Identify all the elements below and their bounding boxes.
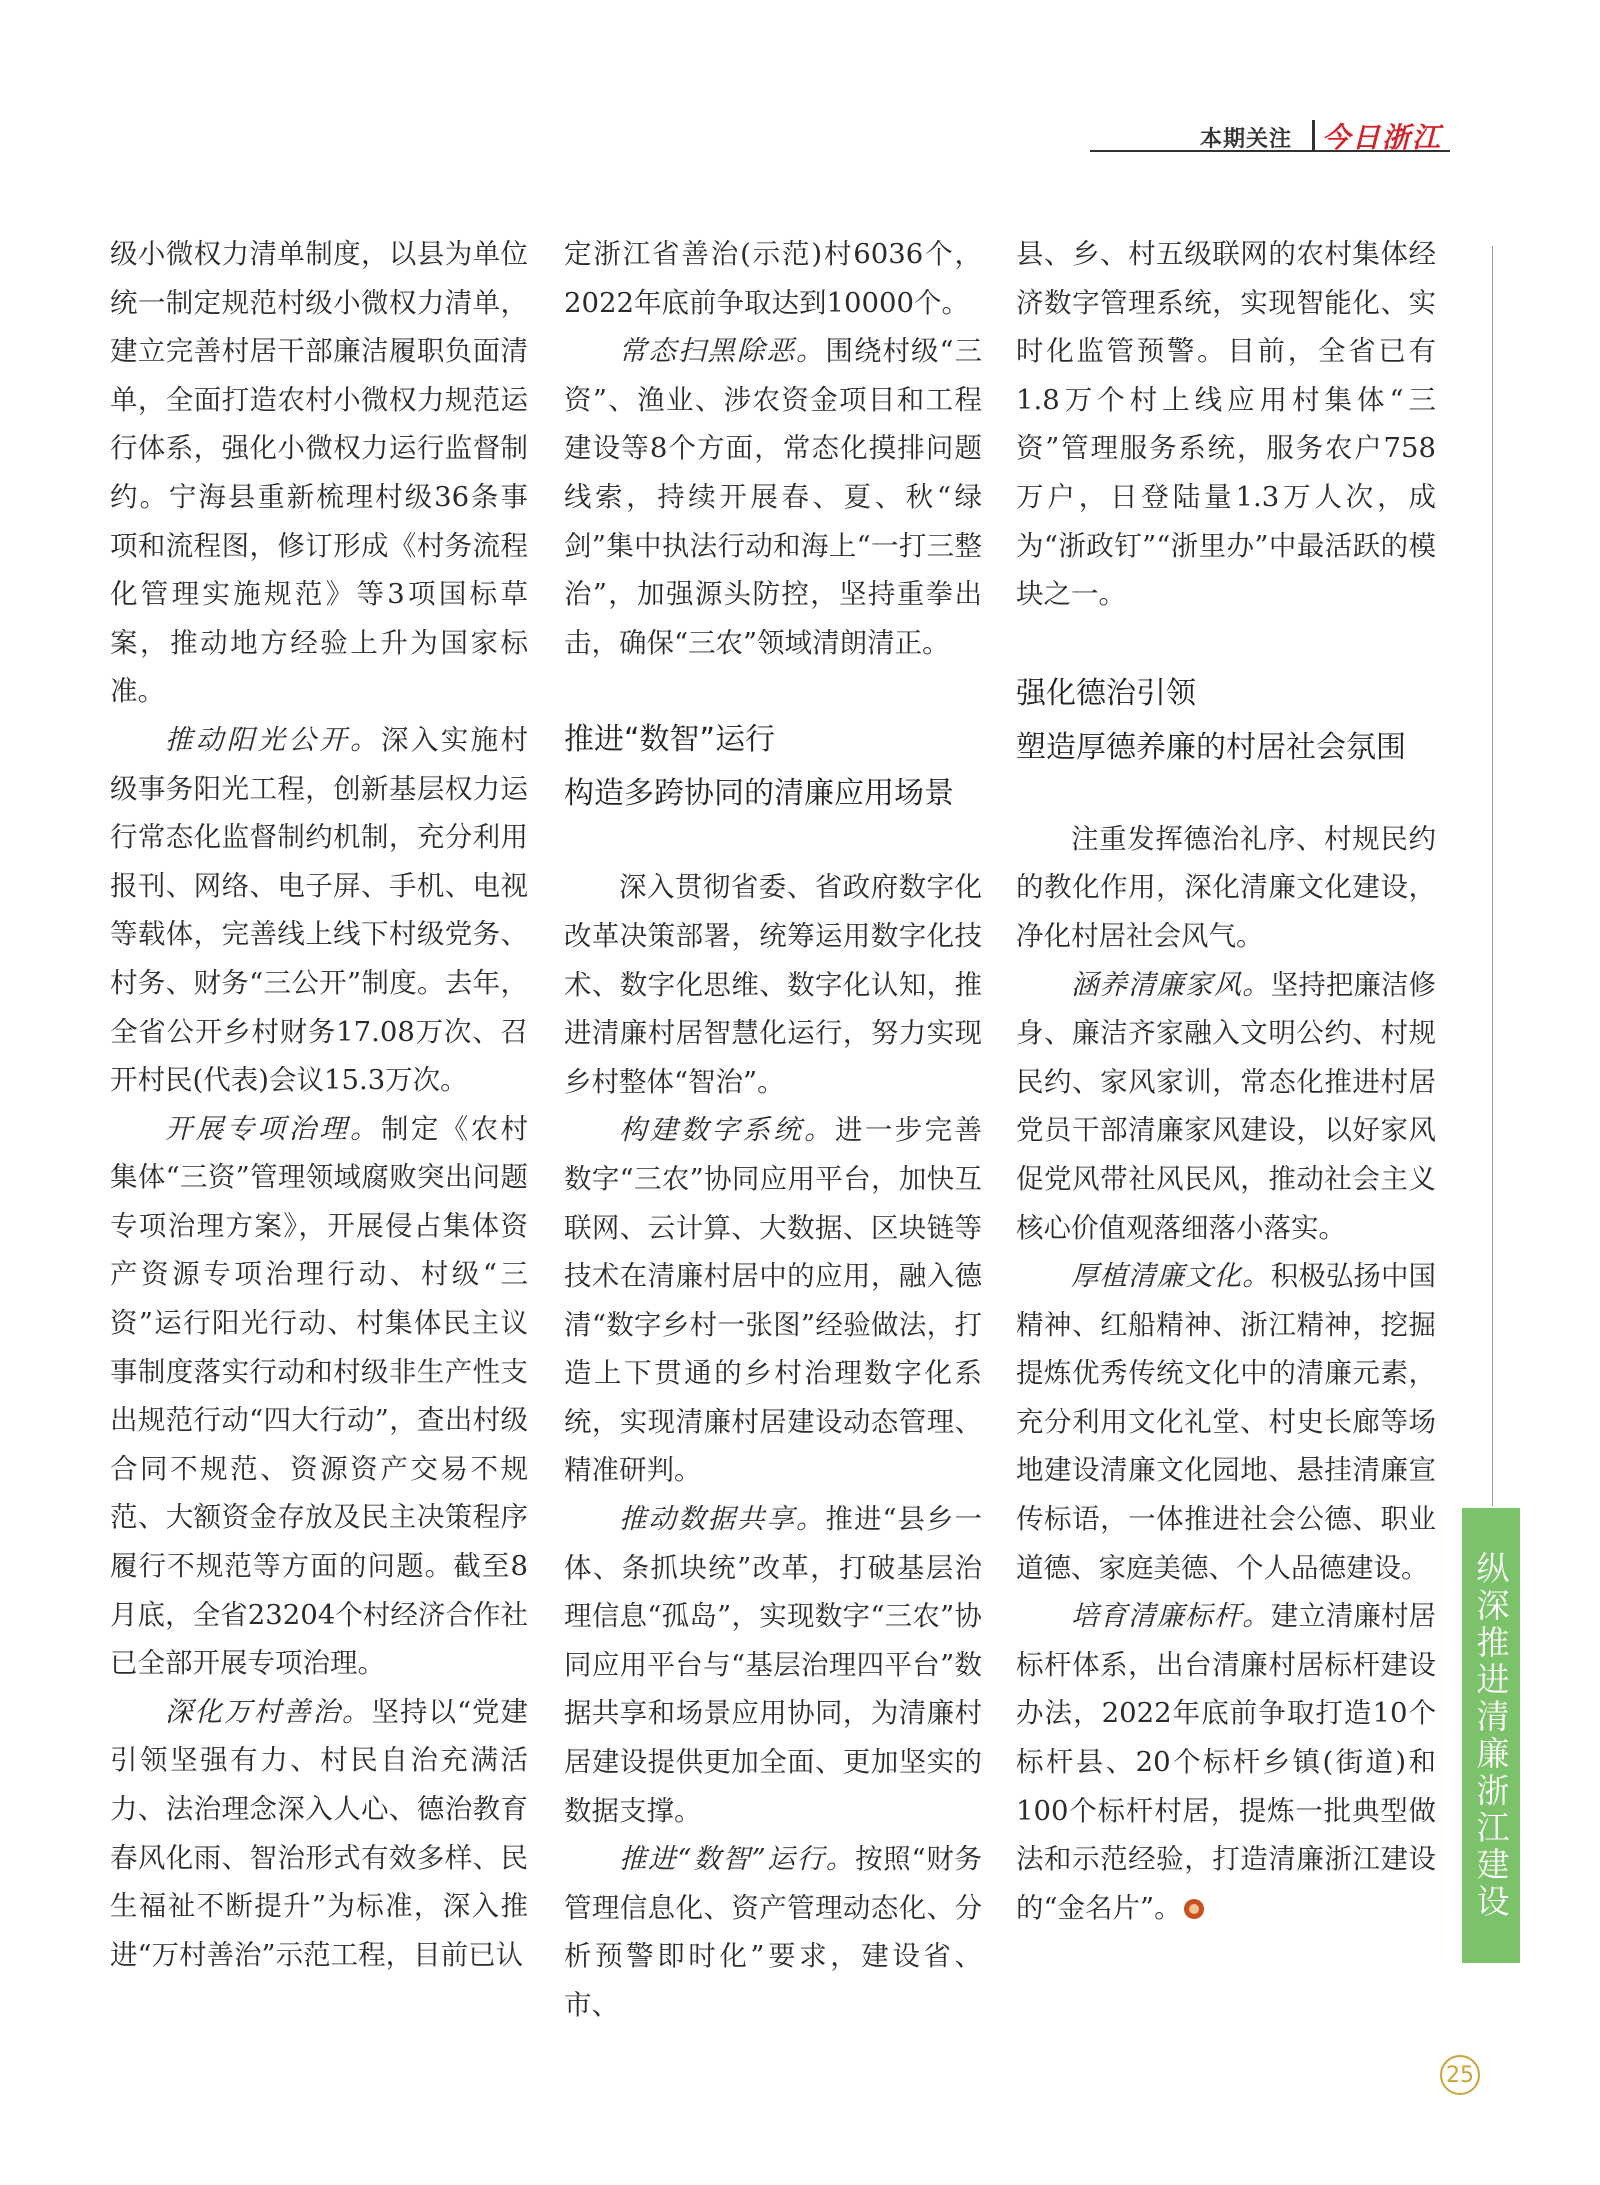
end-mark-icon	[1184, 1899, 1204, 1919]
paragraph	[564, 1495, 982, 1835]
paragraph-body: 坚持以“党建引领坚强有力、村民自治充满活力、法治理念深入人心、德治教育春风化雨、智治形式有效多样、民生福祉不断提升”为标准，深入推进“万村善治”示范工程，目前已认	[110, 1695, 529, 1971]
paragraph-lead: 开展专项治理。	[165, 1112, 382, 1145]
paragraph-lead: 推进“数智”运行。	[619, 1843, 856, 1876]
paragraph	[110, 1688, 528, 1980]
section-heading-line-1: 推进“数智”运行	[564, 722, 776, 758]
paragraph	[1016, 1252, 1436, 1592]
column-1	[110, 230, 528, 1979]
paragraph	[564, 1106, 982, 1495]
paragraph-lead: 厚植清廉文化。	[1071, 1260, 1271, 1293]
paragraph-body: 制定《农村集体“三资”管理领域腐败突出问题专项治理方案》，开展侵占集体资产资源专项治理行动、村级“三资”运行阳光行动、村集体民主议事制度落实行动和村级非生产性支出规范行动“四大行动”，查出村级合同不规范、资源资产交易不规范、大额资金存放及民主决策程序履行不规范等方面的问题。截至8月底，全省23204个村经济合作社已全部开展专项治理。	[110, 1112, 529, 1680]
section-heading-line-2: 塑造厚德养廉的村居社会氛围	[1016, 729, 1406, 765]
paragraph-lead: 涵养清廉家风。	[1071, 968, 1271, 1001]
paragraph-lead: 培育清廉标杆。	[1071, 1600, 1271, 1633]
paragraph	[564, 327, 982, 667]
paragraph-lead: 推动数据共享。	[619, 1503, 826, 1536]
section-label: 本期关注	[1200, 127, 1293, 152]
section-heading-line-2: 构造多跨协同的清廉应用场景	[564, 776, 954, 812]
paragraph-lead: 深化万村善治。	[165, 1695, 372, 1728]
paragraph: 定浙江省善治(示范)村6036个，2022年底前争取达到10000个。	[564, 238, 982, 319]
column-2	[564, 230, 982, 2030]
paragraph: 深入贯彻省委、省政府数字化改革决策部署，统筹运用数字化技术、数字化思维、数字化认知，推进清廉村居智慧化运行，努力实现乡村整体“智治”。	[564, 871, 982, 1098]
paragraph: 注重发挥德治礼序、村规民约的教化作用，深化清廉文化建设，净化村居社会风气。	[1016, 822, 1436, 952]
paragraph: 级小微权力清单制度，以县为单位统一制定规范村级小微权力清单，建立完善村居干部廉洁履职负面清单，全面打造农村小微权力规范运行体系，强化小微权力运行监督制约。宁海县重新梳理村级36条事项和流程图，修订形成《村务流程化管理实施规范》等3项国标草案，推动地方经验上升为国家标准。	[110, 238, 528, 708]
paragraph-lead: 构建数字系统。	[619, 1114, 836, 1147]
paragraph-body: 按照“财务管理信息化、资产管理动态化、分析预警即时化”要求，建设省、市、	[564, 1843, 983, 2021]
section-heading	[564, 713, 982, 821]
section-heading-line-1: 强化德治引领	[1016, 675, 1196, 711]
paragraph-lead: 常态扫黑除恶。	[619, 335, 826, 368]
paragraph-body: 坚持把廉洁修身、廉洁齐家融入文明公约、村规民约、家风家训，常态化推进村居党员干部清廉家风建设，以好家风促党风带社风民风，推动社会主义核心价值观落细落小落实。	[1016, 968, 1437, 1244]
paragraph	[1016, 961, 1436, 1253]
side-rule	[1492, 246, 1493, 1506]
paragraph	[110, 1105, 528, 1688]
paragraph	[110, 716, 528, 1105]
header-separator	[1312, 120, 1315, 150]
paragraph	[1016, 1592, 1436, 1932]
paragraph-lead: 推动阳光公开。	[165, 723, 382, 756]
section-heading	[1016, 667, 1436, 775]
paragraph-body: 积极弘扬中国精神、红船精神、浙江精神，挖掘提炼优秀传统文化中的清廉元素，充分利用文化礼堂、村史长廊等场地建设清廉文化园地、悬挂清廉宣传标语，一体推进社会公德、职业道德、家庭美德、个人品德建设。	[1016, 1260, 1437, 1584]
paragraph-body: 建立清廉村居标杆体系，出台清廉村居标杆建设办法，2022年底前争取打造10个标杆县、20个标杆乡镇(街道)和100个标杆村居，提炼一批典型做法和示范经验，打造清廉浙江建设的“金名片”。	[1016, 1600, 1437, 1924]
paragraph-body: 推进“县乡一体、条抓块统”改革，打破基层治理信息“孤岛”，实现数字“三农”协同应用平台与“基层治理四平台”数据共享和场景应用协同，为清廉村居建设提供更加全面、更加坚实的数据支撑。	[564, 1503, 983, 1827]
magazine-logo: 今日浙江	[1322, 121, 1443, 154]
paragraph: 县、乡、村五级联网的农村集体经济数字管理系统，实现智能化、实时化监管预警。目前，全省已有1.8万个村上线应用村集体“三资”管理服务系统，服务农户758万户，日登陆量1.3万人次，成为“浙政钉”“浙里办”中最活跃的模块之一。	[1016, 238, 1436, 611]
paragraph	[564, 1835, 982, 2029]
page-number: 25	[1440, 2055, 1480, 2095]
column-3	[1016, 230, 1436, 1932]
paragraph-body: 进一步完善数字“三农”协同应用平台，加快互联网、云计算、大数据、区块链等技术在清廉村居中的应用，融入德清“数字乡村一张图”经验做法，打造上下贯通的乡村治理数字化系统，实现清廉村居建设动态管理、精准研判。	[564, 1114, 983, 1487]
paragraph-body: 深入实施村级事务阳光工程，创新基层权力运行常态化监督制约机制，充分利用报刊、网络、电子屏、手机、电视等载体，完善线上线下村级党务、村务、财务“三公开”制度。去年，全省公开乡村财务17.08万次、召开村民(代表)会议15.3万次。	[110, 723, 529, 1097]
paragraph-body: 围绕村级“三资”、渔业、涉农资金项目和工程建设等8个方面，常态化摸排问题线索，持续开展春、夏、秋“绿剑”集中执法行动和海上“一打三整治”，加强源头防控，坚持重拳出击，确保“三农”领域清朗清正。	[564, 335, 983, 659]
section-side-tab: 纵深推进清廉浙江建设	[1462, 1508, 1520, 1963]
